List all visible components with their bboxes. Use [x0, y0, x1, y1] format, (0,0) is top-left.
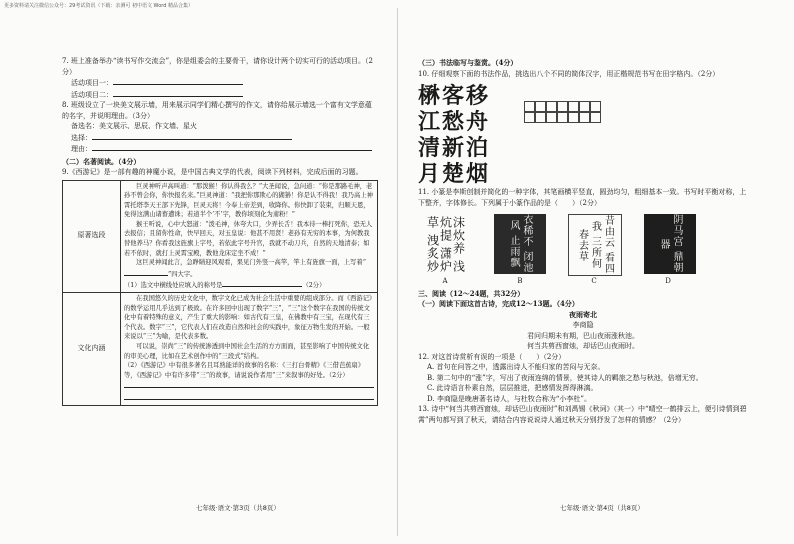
page-divider — [397, 8, 398, 536]
question-9: 9.《西游记》是一部有趣的神魔小说，是中国古典文学的代表，阅读下列材料，完成后面的习题。 — [62, 168, 363, 176]
q12-option-d: D. 李商隐是晚唐著名诗人，与杜牧合称为“小李杜”。 — [427, 394, 591, 403]
option-a-image: 沫炊养 浅炕提 潇炉草 洩炙炒 — [418, 214, 472, 274]
poem-line: 君问归期未有期，巴山夜雨涨秋池。 — [527, 331, 639, 340]
right-page — [418, 56, 748, 425]
answer-line[interactable] — [222, 279, 302, 287]
q12-option-b: B. 第二句中的“涨”字，写出了夜雨连绵的情景，使其诗人的羁旅之愁与秋池，倍增无穷。 — [427, 373, 703, 382]
section-heading: 三、阅读（12～24题，共32分） — [418, 288, 525, 298]
answer-line[interactable] — [113, 89, 243, 97]
poem-title: 夜雨寄北 — [569, 309, 597, 319]
poem-line: 何当共剪西窗烛，却话巴山夜雨时。 — [527, 342, 639, 350]
left-page — [62, 56, 378, 406]
calligraphy-sample: 楙客移 江愁舟 清新泊 月楚烟 — [418, 83, 491, 187]
question-8: 8. 班级设立了一块美文展示墙，用来展示同学们精心撰写的作文，请你给展示墙选一个富有文学意蕴的名字，并说明理由。（3分） — [62, 101, 372, 120]
option-d-image: 阴马宫 鼎朝器 — [644, 214, 696, 274]
q8-reason: 理由： — [62, 143, 378, 155]
q7-item-1: 活动项目一： — [62, 77, 378, 89]
q8-choice: 选择： — [62, 132, 378, 144]
calligraphy-block — [418, 83, 748, 187]
answer-line[interactable] — [113, 77, 243, 85]
question-11: 11. 小篆是李斯创制并简化的一种字体，其笔画横平竖直，圆劲均匀，粗细基本一致。书写时平衡对称，上下整齐，字体修长。下列属于小篆作品的是（ ）（2分） — [418, 188, 747, 207]
q9-table — [62, 180, 378, 406]
question-7: 7. 班上准备举办“读书写作交流会”，你是组委会的主要骨干，请你设计两个切实可行的活动项目。（2分） — [62, 57, 374, 76]
page-footer: 七年级·语文·第4页（共8页） — [560, 504, 644, 512]
excerpt-cell: 巨灵神听声高叫道：“那泼猴！你认得我么？”大圣闻说，急问道：“你是那路毛神，老孙不曾会你，你快报名来。”巨灵神道：“我把你那欺心的猢狲！你是认不得我！我乃高上神霄托塔李天王部下先锋，巨灵天将！今奉上帝差到，收降你。你快卸了装束，归顺天恩，免得这满山诸畜遭诛；若道半个‘不’字，教你顷刻化为齑粉！” 猴王听说，心中大怒道：“泼毛神，休夸大口，少弄长舌！我本待一棒打死你，恐无人去报信；且留你性命，快早回天，对玉皇说：他甚不用贤！老孙有无穷的本事，为何教我替他养马？你看我这旌旗上字号，若依此字号升官，我就不动刀兵，自然的天地清泰；如若不依时，就打上灵霄宝殿，教他龙床定坐不成！” 这巨灵神闻此言，急睁睛迎风观看，果见门外竖一高竿，竿上有旌旗一面，上写着“”四大字。 （1）选文中横线处应填入的称号是 （2分） — [121, 180, 378, 293]
option-c-image: 昔由云 看四我 三所何 春去草 — [568, 214, 622, 276]
section-heading: （二）名著阅读。（4分） — [62, 156, 141, 166]
row-label: 原著选段 — [63, 180, 121, 293]
culture-cell: 在我国悠久的历史文化中，数字文化已成为社会生活中重要的组成部分。而《西游记》的数学运用几乎达到了极致。在许多回中出现了数字“三”，“三”这个数字在我国的传统文化中有着特殊的意义，产生了重大的影响：如古代有三皇，在佛教中有三宝，在现代有三个代表。数字“三”，它代表人们在改造自然和社会的实践中，象征万物生发的开始。一般来说以“三”为喻，是代表多数。 可以说，崇尚“三”的传统渗透到中国社会生活的方方面面，甚至影响了中国传统文化的审美心理，比如在艺术创作中的“三段式”结构。 （2）《西游记》中有很多著名且耳熟能详的故事的名称：《三打白骨精》《三借芭蕉扇》等，《西游记》中有许多带“三”的故事，请说说作者用“三”来叙事的好处。（2分） — [121, 293, 378, 406]
answer-line[interactable] — [124, 268, 168, 276]
answer-line[interactable] — [124, 380, 374, 388]
row-label: 文化内涵 — [63, 293, 121, 406]
seal-options — [418, 214, 748, 276]
top-note: 更多资料请关注微信公众号：29考试资讯（下载：亲测可 初中语文 Word 精品合集） — [4, 3, 193, 9]
option-b-image: 衣稀不 闭池风 止雨飘 — [494, 214, 546, 274]
sub-question: （1）选文中横线处应填入的称号是 （2分） — [124, 279, 374, 291]
q7-item-2: 活动项目二： — [62, 89, 378, 101]
poem-author: 李商隐 — [572, 321, 594, 329]
q12-option-a: A. 首句在问答之中，透露出诗人不能归家的苦闷与无奈。 — [427, 363, 605, 371]
question-10: 10. 仔细观察下面的书法作品，挑选出八个不同的简体汉字，用正楷规范书写在田字格内。（2分） — [418, 69, 720, 78]
tianzige-grid[interactable] — [524, 101, 601, 123]
question-12: 12. 对这首诗赏析有误的一项是（ ）（2分） — [418, 352, 566, 361]
question-13: 13. 诗中“何当共剪西窗烛，却话巴山夜雨时”和刘禹锡《秋词》（其一）中“晴空一鹤排云上，便引诗情到碧霄”两句都写到了秋天，请结合内容说说诗人通过秋天分别抒发了怎样的情感？（2分） — [418, 405, 747, 424]
answer-line[interactable] — [92, 143, 372, 151]
answer-line[interactable] — [124, 392, 374, 400]
q8-options: 备选名：美文展示、思辰、作文墙、星火 — [71, 122, 197, 130]
section-heading: （三）书法临写与鉴赏。（4分） — [418, 58, 518, 67]
q12-option-c: C. 此诗语言朴素自然，层层推进，把感情发挥得淋漓。 — [427, 384, 598, 392]
seal-labels: A B C D — [442, 277, 671, 285]
answer-line[interactable] — [92, 132, 292, 140]
subsection-heading: （一）阅读下面这首古诗，完成12～13题。（4分） — [418, 299, 579, 308]
sub-question: （2）《西游记》中有很多著名且耳熟能详的故事的名称：《三打白骨精》《三借芭蕉扇》等，《西游记》中有许多带“三”的故事，请说说作者用“三”来叙事的好处。（2分） — [124, 362, 365, 379]
page-footer: 七年级·语文·第3页（共8页） — [196, 504, 280, 512]
